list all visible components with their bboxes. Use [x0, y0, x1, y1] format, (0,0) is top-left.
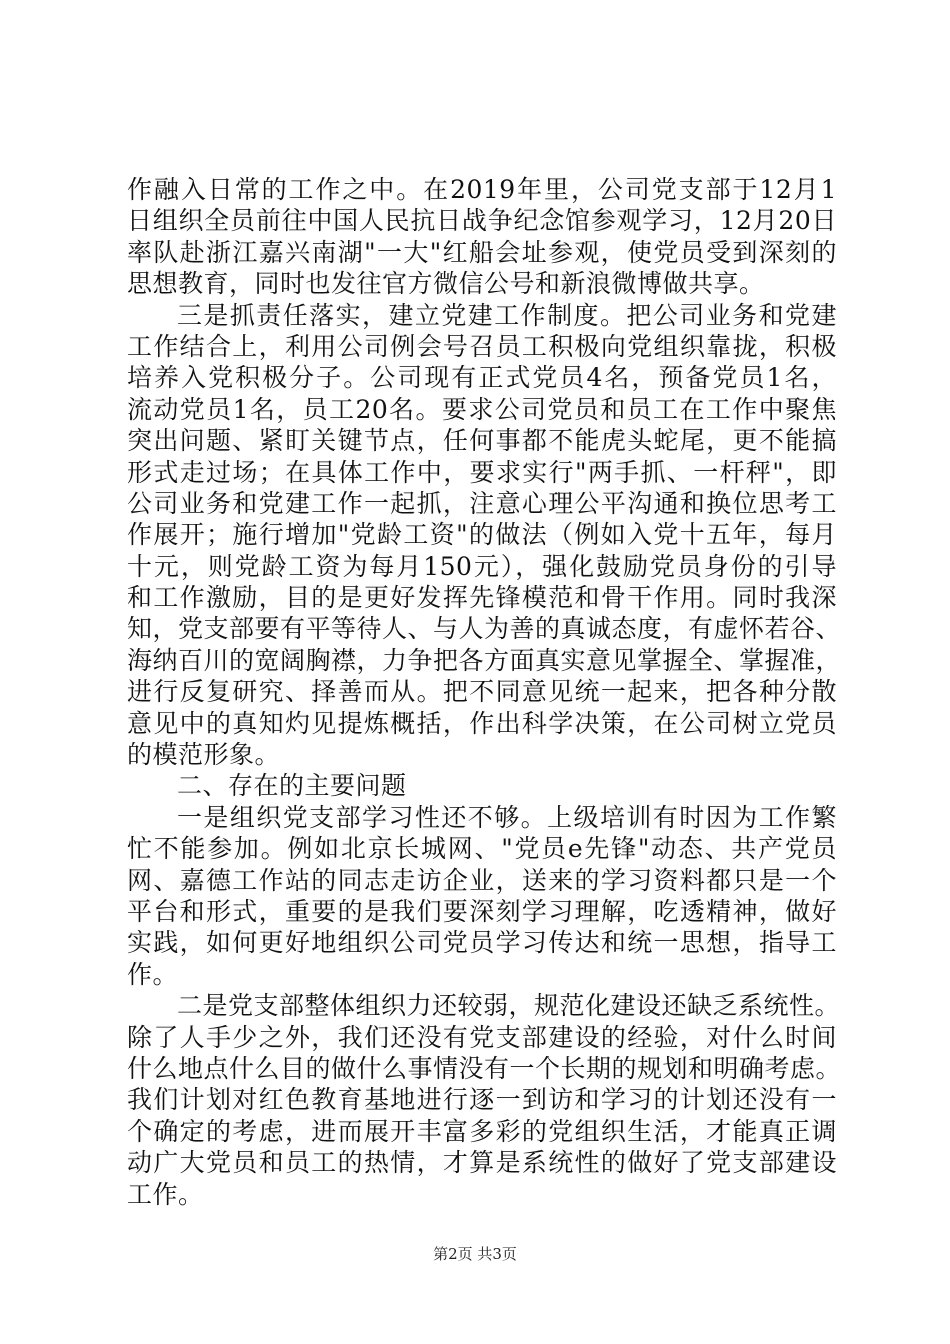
text-line: 突出问题、紧盯关键节点，任何事都不能虎头蛇尾，更不能搞 — [127, 426, 837, 456]
text-line: 动广大党员和员工的热情，才算是系统性的做好了党支部建设 — [127, 1148, 837, 1178]
text-line: 二是党支部整体组织力还较弱，规范化建设还缺乏系统性。 — [177, 991, 841, 1021]
document-body — [127, 174, 842, 1210]
text-line: 率队赴浙江嘉兴南湖"一大"红船会址参观，使党员受到深刻的 — [127, 237, 837, 267]
text-line: 培养入党积极分子。公司现有正式党员4名，预备党员1名， — [127, 363, 837, 393]
text-line: 十元，则党龄工资为每月150元），强化鼓励党员身份的引导 — [127, 551, 837, 581]
text-line: 工作。 — [127, 1179, 204, 1209]
text-line: 进行反复研究、择善而从。把不同意见统一起来，把各种分散 — [127, 677, 837, 707]
text-line: 作。 — [127, 959, 179, 989]
text-line: 个确定的考虑，进而展开丰富多彩的党组织生活，才能真正调 — [127, 1116, 837, 1146]
text-line: 公司业务和党建工作一起抓，注意心理公平沟通和换位思考工 — [127, 488, 837, 518]
text-line: 我们计划对红色教育基地进行逐一到访和学习的计划还没有一 — [127, 1085, 837, 1115]
text-line: 知，党支部要有平等待人、与人为善的真诚态度，有虚怀若谷、 — [127, 614, 842, 644]
text-line: 三是抓责任落实，建立党建工作制度。把公司业务和党建 — [177, 300, 837, 330]
text-line: 工作结合上，利用公司例会号召员工积极向党组织靠拢，积极 — [127, 331, 837, 361]
text-line: 二、存在的主要问题 — [177, 771, 407, 801]
text-line: 的模范形象。 — [127, 740, 281, 770]
text-line: 作展开；施行增加"党龄工资"的做法（例如入党十五年，每月 — [127, 520, 837, 550]
text-line: 意见中的真知灼见提炼概括，作出科学决策，在公司树立党员 — [127, 708, 837, 738]
text-line: 什么地点什么目的做什么事情没有一个长期的规划和明确考虑。 — [127, 1053, 842, 1083]
text-line: 日组织全员前往中国人民抗日战争纪念馆参观学习，12月20日 — [127, 206, 837, 236]
text-line: 实践，如何更好地组织公司党员学习传达和统一思想，指导工 — [127, 928, 837, 958]
page-number-label: 第2页 共3页 — [433, 1245, 517, 1263]
text-line: 作融入日常的工作之中。在2019年里，公司党支部于12月1 — [127, 175, 837, 204]
text-line: 形式走过场；在具体工作中，要求实行"两手抓、一杆秤"，即 — [127, 457, 837, 487]
text-line: 和工作激励，目的是更好发挥先锋模范和骨干作用。同时我深 — [127, 583, 837, 613]
text-line: 思想教育，同时也发往官方微信公号和新浪微博做共享。 — [127, 269, 765, 299]
text-line: 海纳百川的宽阔胸襟，力争把各方面真实意见掌握全、掌握准， — [127, 645, 842, 675]
text-line: 忙不能参加。例如北京长城网、"党员e先锋"动态、共产党员 — [127, 834, 837, 864]
text-line: 一是组织党支部学习性还不够。上级培训有时因为工作繁 — [177, 802, 837, 832]
text-line: 网、嘉德工作站的同志走访企业，送来的学习资料都只是一个 — [127, 865, 837, 895]
page-footer — [0, 1243, 950, 1264]
text-line: 平台和形式，重要的是我们要深刻学习理解，吃透精神，做好 — [127, 896, 837, 926]
text-line: 流动党员1名，员工20名。要求公司党员和员工在工作中聚焦 — [127, 394, 837, 424]
text-line: 除了人手少之外，我们还没有党支部建设的经验，对什么时间 — [127, 1022, 837, 1052]
